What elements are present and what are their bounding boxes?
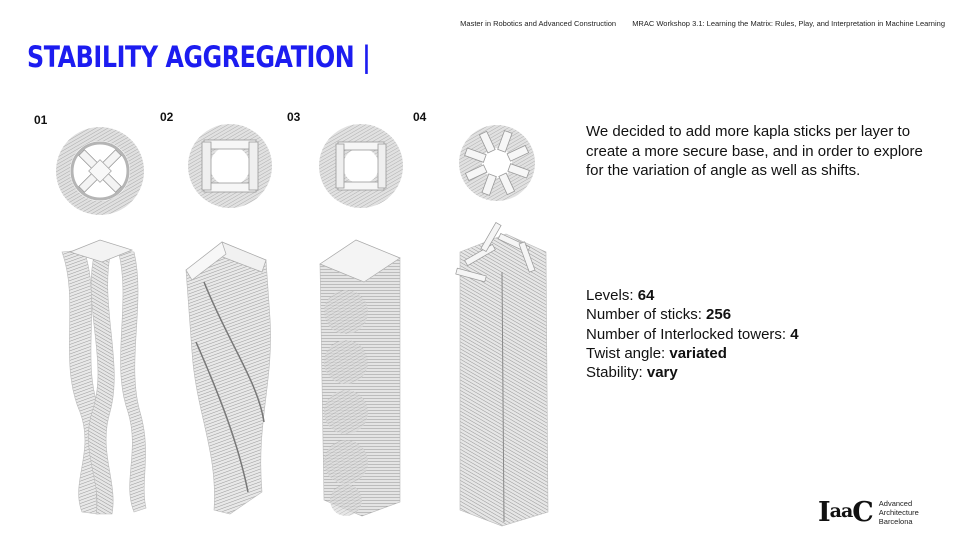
stat-levels-value: 64: [637, 287, 655, 304]
tower-02-plan-icon: [188, 124, 272, 208]
stat-stability-value: vary: [646, 364, 678, 382]
iaac-logo-text: Advanced Architecture Barcelona: [878, 498, 919, 526]
tower-03-elevation-icon: [320, 240, 400, 516]
workshop-name: MRAC Workshop 3.1: Learning the Matrix: Rules, Play, and Interpretation in Machine Learning: [632, 19, 945, 28]
figure-number-03: 03: [287, 110, 301, 124]
stat-sticks-value: 256: [706, 306, 732, 324]
figure-number-04: 04: [413, 110, 427, 124]
tower-02-square-twist: [178, 122, 282, 522]
stat-twist-angle-value: variated: [669, 344, 727, 362]
figure-number-02: 02: [160, 110, 174, 124]
header-meta: [460, 19, 945, 28]
program-name: Master in Robotics and Advanced Construction: [460, 19, 617, 28]
tower-01-twisted-strands: [40, 122, 160, 522]
stat-towers: Number of Interlocked towers: 4: [586, 325, 799, 343]
tower-04-elevation-icon: [456, 223, 548, 526]
iaac-logo-mark: IaaC: [818, 496, 873, 528]
tower-03-spiral-tiers: [316, 122, 416, 522]
tower-02-elevation-icon: [186, 242, 271, 514]
tower-03-plan-icon: [319, 124, 403, 208]
figure-number-01: 01: [34, 113, 48, 127]
stat-levels: Levels: 64: [586, 287, 655, 304]
stat-twist-angle: Twist angle: variated: [586, 344, 727, 362]
stat-towers-value: 4: [790, 325, 799, 343]
tower-04-pinwheel-stack: [446, 122, 556, 532]
tower-01-elevation-icon: [62, 240, 146, 514]
description-text: We decided to add more kapla sticks per layer to create a more secure base, and in order to explore for the variation of angle as well as shifts.: [586, 123, 923, 179]
stat-stability: Stability: vary: [586, 364, 678, 382]
tower-01-plan-icon: [56, 127, 144, 215]
stats-list: [586, 286, 926, 382]
iaac-logo: [818, 495, 919, 529]
page-title: STABILITY AGGREGATION |: [27, 40, 371, 74]
stat-sticks: Number of sticks: 256: [586, 306, 732, 324]
tower-04-plan-icon: [459, 125, 535, 201]
